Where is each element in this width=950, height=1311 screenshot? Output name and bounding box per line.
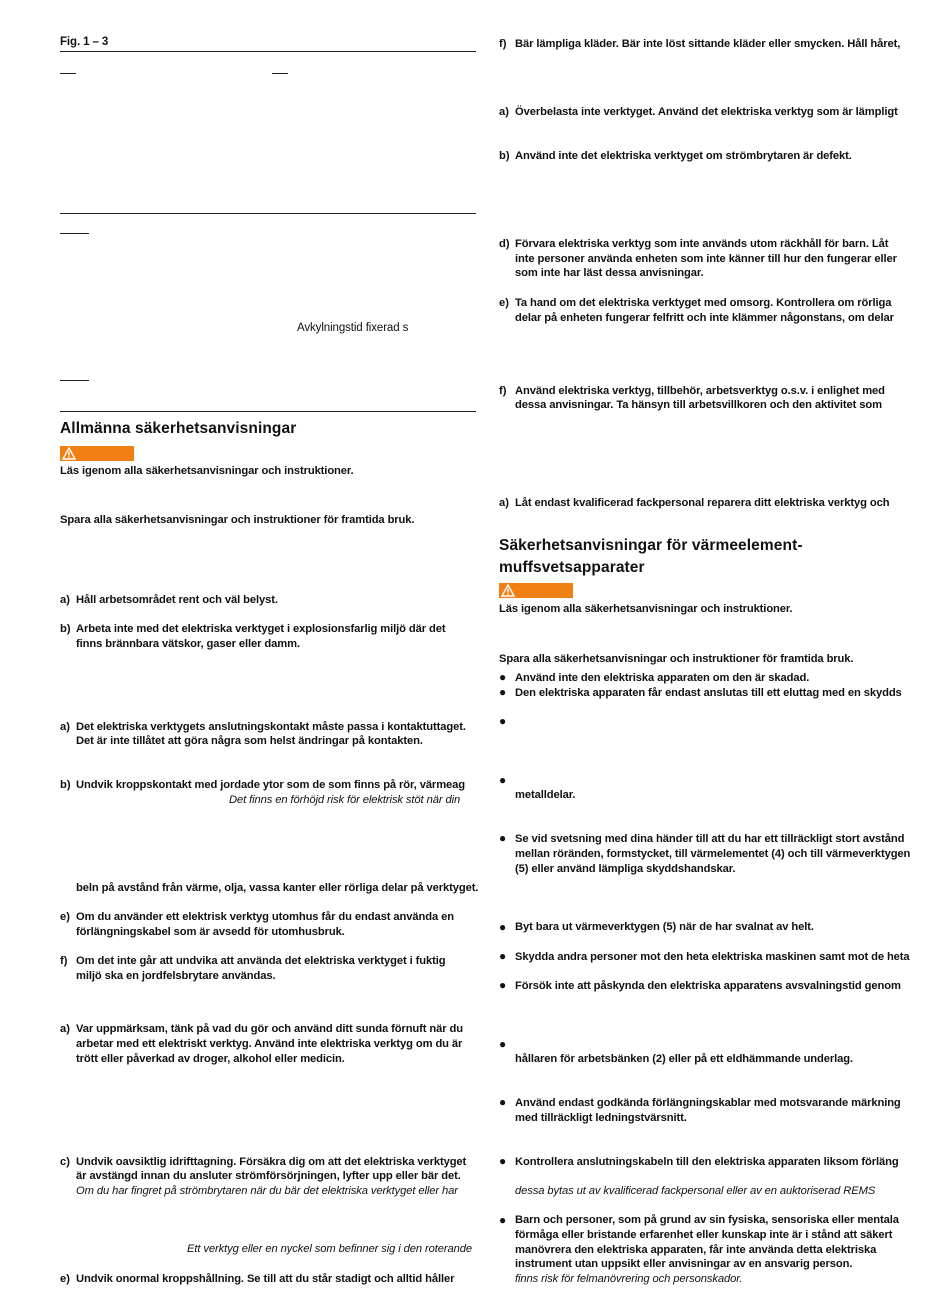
save-all-text: Spara alla säkerhetsanvisningar och instruktioner för framtida bruk. xyxy=(60,514,415,526)
bullet-icon: ● xyxy=(499,1154,507,1168)
list-item: Byt bara ut värmeverktygen (5) när de har svalnat av helt. xyxy=(515,921,814,933)
item-label: b) xyxy=(60,779,71,791)
item-label: f) xyxy=(60,955,68,967)
list-item: Arbeta inte med det elektriska verktyget i explosionsfarlig miljö där det xyxy=(76,623,446,635)
list-item: arbetar med ett elektriskt verktyg. Använd inte elektriska verktyg om du är xyxy=(76,1038,463,1050)
list-item: beln på avstånd från värme, olja, vassa kanter eller rörliga delar på verktyget. xyxy=(76,882,479,894)
warning-badge xyxy=(60,446,134,461)
list-item: Om du har fingret på strömbrytaren när du bär det elektriska verktyget eller har xyxy=(76,1185,458,1197)
list-item: dessa anvisningar. Ta hänsyn till arbetsvillkoren och den aktivitet som xyxy=(515,399,882,411)
item-label: e) xyxy=(60,1273,70,1285)
warning-triangle-icon xyxy=(62,447,76,460)
bullet-icon: ● xyxy=(499,949,507,963)
section-title: muffsvetsapparater xyxy=(499,559,645,576)
list-item: delar på enheten fungerar felfritt och inte klämmer någonstans, om delar xyxy=(515,312,894,324)
bullet-icon: ● xyxy=(499,978,507,992)
list-item: förlängningskabel som är avsedd för utomhusbruk. xyxy=(76,926,345,938)
save-all-text: Spara alla säkerhetsanvisningar och instruktioner för framtida bruk. xyxy=(499,653,854,665)
item-label: b) xyxy=(60,623,71,635)
list-item: Undvik kroppskontakt med jordade ytor som de som finns på rör, värmeag xyxy=(76,779,466,791)
list-item: Barn och personer, som på grund av sin fysiska, sensoriska eller mentala xyxy=(515,1214,899,1226)
divider xyxy=(60,213,476,214)
bullet-icon: ● xyxy=(499,920,507,934)
item-label: c) xyxy=(60,1156,70,1168)
item-label: e) xyxy=(499,297,509,309)
list-item: mellan röränden, formstycket, till värmelementet (4) och till värmeverktygen xyxy=(515,848,911,860)
read-all-text: Läs igenom alla säkerhetsanvisningar och instruktioner. xyxy=(499,603,793,615)
list-item: Det elektriska verktygets anslutningskontakt måste passa i kontaktuttaget. xyxy=(76,721,466,733)
list-item: Använd inte den elektriska apparaten om den är skadad. xyxy=(515,672,810,684)
bullet-icon: ● xyxy=(499,714,507,728)
list-item: som inte har läst dessa anvisningar. xyxy=(515,267,704,279)
list-item: Undvik onormal kroppshållning. Se till att du står stadigt och alltid håller xyxy=(76,1273,455,1285)
list-item: Det finns en förhöjd risk för elektrisk stöt när din xyxy=(229,794,461,806)
divider xyxy=(60,51,476,52)
list-item: Om du använder ett elektrisk verktyg utomhus får du endast använda en xyxy=(76,911,454,923)
item-label: a) xyxy=(60,1023,70,1035)
list-item: Använd endast godkända förlängningskablar med motsvarande märkning xyxy=(515,1097,901,1109)
item-label: b) xyxy=(499,150,510,162)
item-label: a) xyxy=(499,106,509,118)
bullet-icon: ● xyxy=(499,670,507,684)
list-item: är avstängd innan du ansluter strömförsörjningen, lyfter upp eller bär det. xyxy=(76,1170,461,1182)
warning-triangle-icon xyxy=(501,584,515,597)
section-title: Säkerhetsanvisningar för värmeelement- xyxy=(499,537,803,554)
item-label: d) xyxy=(499,238,510,250)
list-item: Använd inte det elektriska verktyget om strömbrytaren är defekt. xyxy=(515,150,852,162)
item-label: f) xyxy=(499,38,507,50)
divider xyxy=(60,411,476,412)
bullet-icon: ● xyxy=(499,685,507,699)
divider xyxy=(60,380,89,381)
list-item: med tillräckligt ledningstvärsnitt. xyxy=(515,1112,687,1124)
list-item: Om det inte går att undvika att använda det elektriska verktyget i fuktig xyxy=(76,955,446,967)
list-item: Den elektriska apparaten får endast anslutas till ett eluttag med en skydds xyxy=(515,687,902,699)
list-item: finns brännbara vätskor, gaser eller damm. xyxy=(76,638,300,650)
list-item: förmåga eller bristande erfarenhet eller kunskap inte är i stånd att säkert xyxy=(515,1229,893,1241)
list-item: Använd elektriska verktyg, tillbehör, arbetsverktyg o.s.v. i enlighet med xyxy=(515,385,885,397)
bullet-icon: ● xyxy=(499,1037,507,1051)
list-item: finns risk för felmanövrering och personskador. xyxy=(515,1273,743,1285)
item-label: a) xyxy=(60,721,70,733)
list-item: Undvik oavsiktlig idrifttagning. Försäkra dig om att det elektriska verktyget xyxy=(76,1156,467,1168)
item-label: a) xyxy=(60,594,70,606)
list-item: Låt endast kvalificerad fackpersonal reparera ditt elektriska verktyg och xyxy=(515,497,890,509)
list-item: trött eller påverkad av droger, alkohol eller medicin. xyxy=(76,1053,345,1065)
list-item: Överbelasta inte verktyget. Använd det elektriska verktyg som är lämpligt xyxy=(515,106,898,118)
section-title: Allmänna säkerhetsanvisningar xyxy=(60,420,297,437)
bullet-icon: ● xyxy=(499,773,507,787)
item-label: e) xyxy=(60,911,70,923)
divider xyxy=(272,73,288,74)
divider xyxy=(60,73,76,74)
list-item: Det är inte tillåtet att göra några som helst ändringar på kontakten. xyxy=(76,735,423,747)
item-label: f) xyxy=(499,385,507,397)
list-item: (5) eller använd lämpliga skyddshandskar. xyxy=(515,863,736,875)
divider xyxy=(60,233,89,234)
list-item: instrument utan uppsikt eller anvisningar av en ansvarig person. xyxy=(515,1258,853,1270)
list-item: Ta hand om det elektriska verktyget med omsorg. Kontrollera om rörliga xyxy=(515,297,892,309)
list-item: metalldelar. xyxy=(515,789,576,801)
list-item: Var uppmärksam, tänk på vad du gör och använd ditt sunda förnuft när du xyxy=(76,1023,464,1035)
list-item: Försök inte att påskynda den elektriska apparatens avsvalningstid genom xyxy=(515,980,901,992)
list-item: dessa bytas ut av kvalificerad fackpersonal eller av en auktoriserad REMS xyxy=(515,1185,876,1197)
list-item: Skydda andra personer mot den heta elektriska maskinen samt mot de heta xyxy=(515,951,910,963)
figure-caption: Avkylningstid fixerad s xyxy=(297,322,409,334)
list-item: Ett verktyg eller en nyckel som befinner sig i den roterande xyxy=(187,1243,473,1255)
bullet-icon: ● xyxy=(499,1213,507,1227)
figure-label: Fig. 1 – 3 xyxy=(60,36,109,48)
list-item: hållaren för arbetsbänken (2) eller på ett eldhämmande underlag. xyxy=(515,1053,854,1065)
list-item: inte personer använda enheten som inte känner till hur den fungerar eller xyxy=(515,253,897,265)
list-item: Bär lämpliga kläder. Bär inte löst sittande kläder eller smycken. Håll håret, xyxy=(515,38,901,50)
list-item: Se vid svetsning med dina händer till att du har ett tillräckligt stort avstånd xyxy=(515,833,905,845)
bullet-icon: ● xyxy=(499,831,507,845)
list-item: manövrera den elektriska apparaten, får inte använda detta elektriska xyxy=(515,1244,877,1256)
list-item: Håll arbetsområdet rent och väl belyst. xyxy=(76,594,278,606)
bullet-icon: ● xyxy=(499,1095,507,1109)
read-all-text: Läs igenom alla säkerhetsanvisningar och instruktioner. xyxy=(60,465,354,477)
item-label: a) xyxy=(499,497,509,509)
list-item: Kontrollera anslutningskabeln till den elektriska apparaten liksom förläng xyxy=(515,1156,899,1168)
list-item: Förvara elektriska verktyg som inte används utom räckhåll för barn. Låt xyxy=(515,238,889,250)
warning-badge xyxy=(499,583,573,598)
list-item: miljö ska en jordfelsbrytare användas. xyxy=(76,970,276,982)
